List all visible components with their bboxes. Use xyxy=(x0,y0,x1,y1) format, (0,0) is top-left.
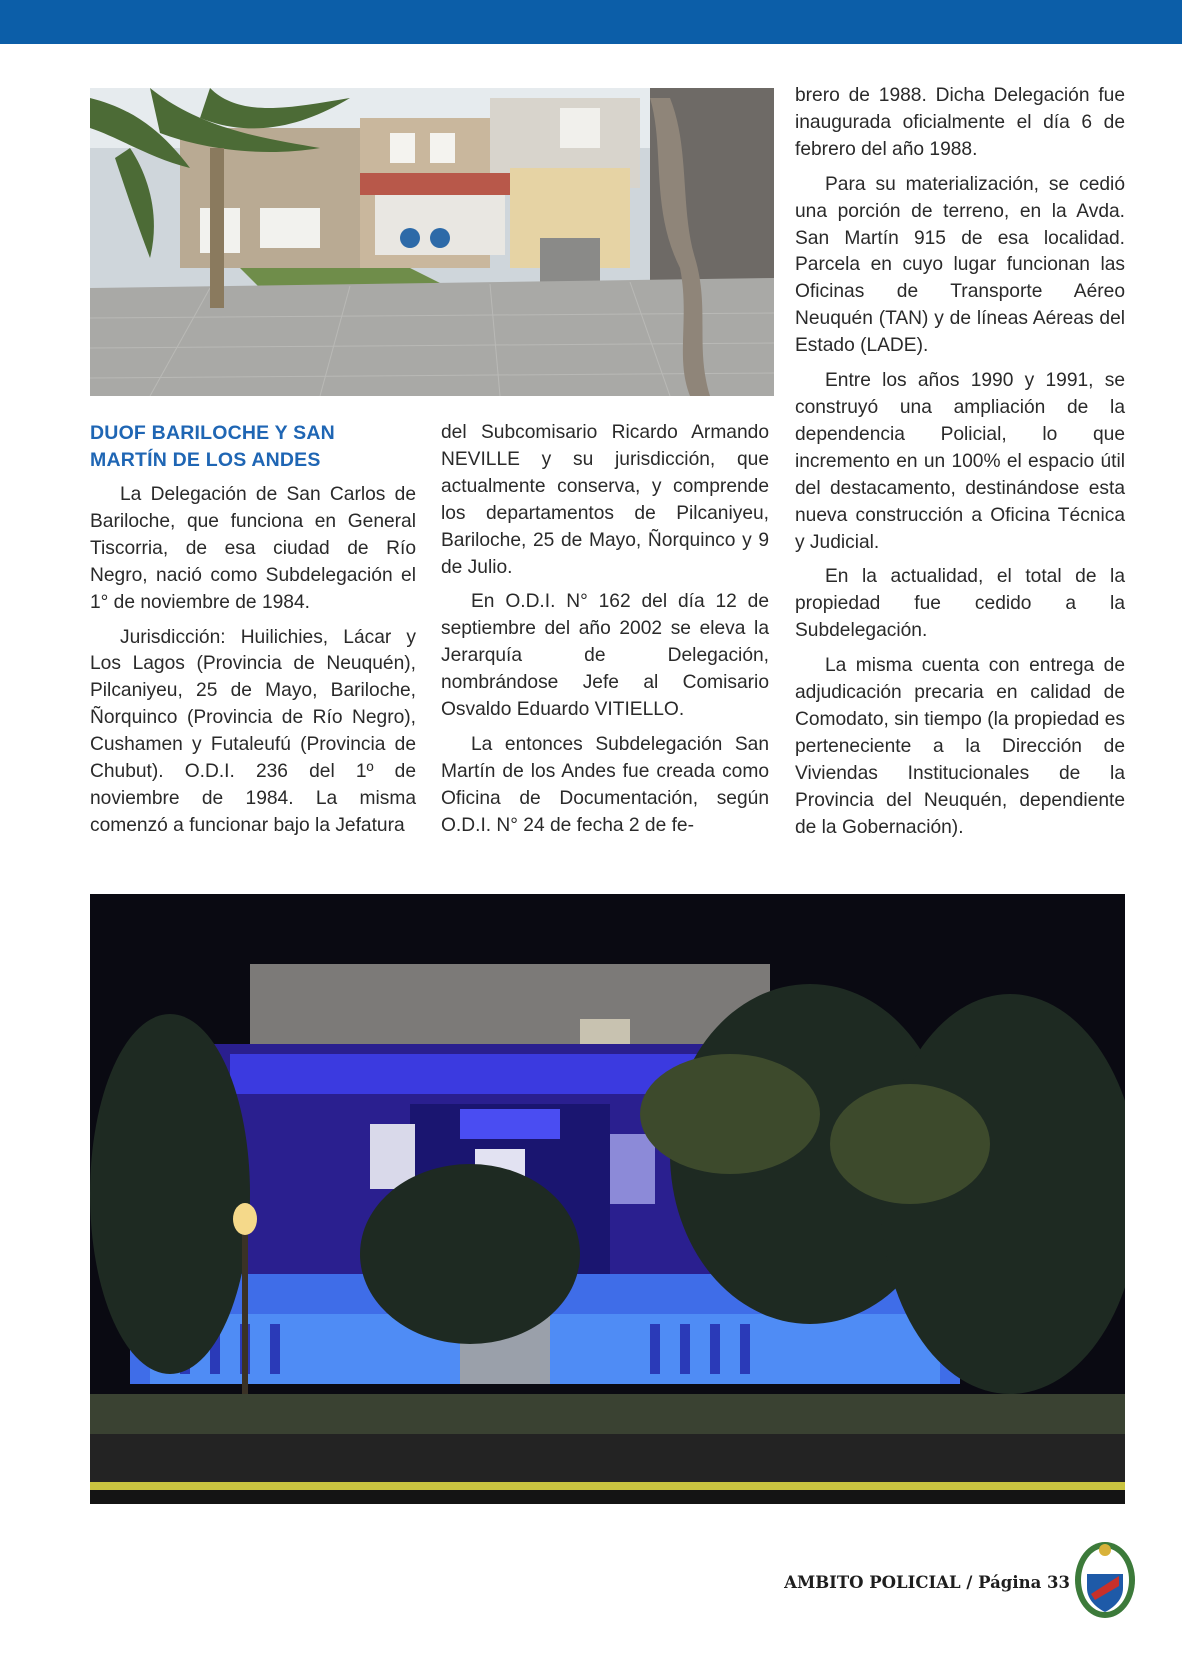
top-color-bar xyxy=(0,0,1182,44)
paragraph: Jurisdicción: Huilichies, Lácar y Los Lagos (Provincia de Neuquén), Pilcaniyeu, 25 de Mayo, Bariloche, Ñorquinco (Provincia de Río Negro), Cushamen y Futaleufú (Provincia de Chubut). O.D.I. 236 del 1º de noviembre de 1984. La misma comenzó a funcionar bajo la Jefatura xyxy=(90,626,416,836)
article-column-2 xyxy=(441,420,769,848)
paragraph: brero de 1988. Dicha Delegación fue inaugurada oficialmente el día 6 de febrero del año 1988. xyxy=(795,85,1125,160)
paragraph: del Subcomisario Ricardo Armando NEVILLE y su jurisdicción, que actualmente conserva, y comprende los departamentos de Pilcaniyeu, Bariloche, 25 de Mayo, Ñorquinco y 9 de Julio. xyxy=(441,422,769,578)
paragraph: La entonces Subdelegación San Martín de los Andes fue creada como Oficina de Documentación, según O.D.I. N° 24 de fecha 2 de fe- xyxy=(441,733,769,836)
paragraph: Entre los años 1990 y 1991, se construyó una ampliación de la dependencia Policial, lo que incremento en un 100% el espacio útil del destacamento, destinándose esta nueva construcción a Oficina Técnica y Judicial. xyxy=(795,370,1125,553)
paragraph: Para su materialización, se cedió una porción de terreno, en la Avda. San Martín 915 de esa localidad. Parcela en cuyo lugar funcionan las Oficinas de Transporte Aéreo Neuquén (TAN) y de líneas Aéreas del Estado (LADE). xyxy=(795,173,1125,357)
article-column-3 xyxy=(795,83,1125,849)
article-heading: DUOF BARILOCHE Y SAN MARTÍN DE LOS ANDES xyxy=(90,422,335,471)
police-emblem-icon xyxy=(1073,1536,1137,1620)
photo-daytime-building xyxy=(90,88,774,396)
photo-night-building-blue xyxy=(90,894,1125,1504)
paragraph: En O.D.I. N° 162 del día 12 de septiembre del año 2002 se eleva la Jerarquía de Delegación, nombrándose Jefe al Comisario Osvaldo Eduardo VITIELLO. xyxy=(441,591,769,721)
paragraph: La misma cuenta con entrega de adjudicación precaria en calidad de Comodato, sin tiempo (la propiedad es perteneciente a la Dirección de Viviendas Institucionales de la Provincia del Neuquén, dependiente de la Gobernación). xyxy=(795,655,1125,838)
paragraph: En la actualidad, el total de la propiedad fue cedido a la Subdelegación. xyxy=(795,566,1125,642)
footer-publication-page: AMBITO POLICIAL / Página 33 xyxy=(784,1573,1070,1592)
paragraph: La Delegación de San Carlos de Bariloche, que funciona en General Tiscorria, de esa ciudad de Río Negro, nació como Subdelegación el 1° de noviembre de 1984. xyxy=(90,484,416,613)
article-column-1 xyxy=(90,420,416,848)
